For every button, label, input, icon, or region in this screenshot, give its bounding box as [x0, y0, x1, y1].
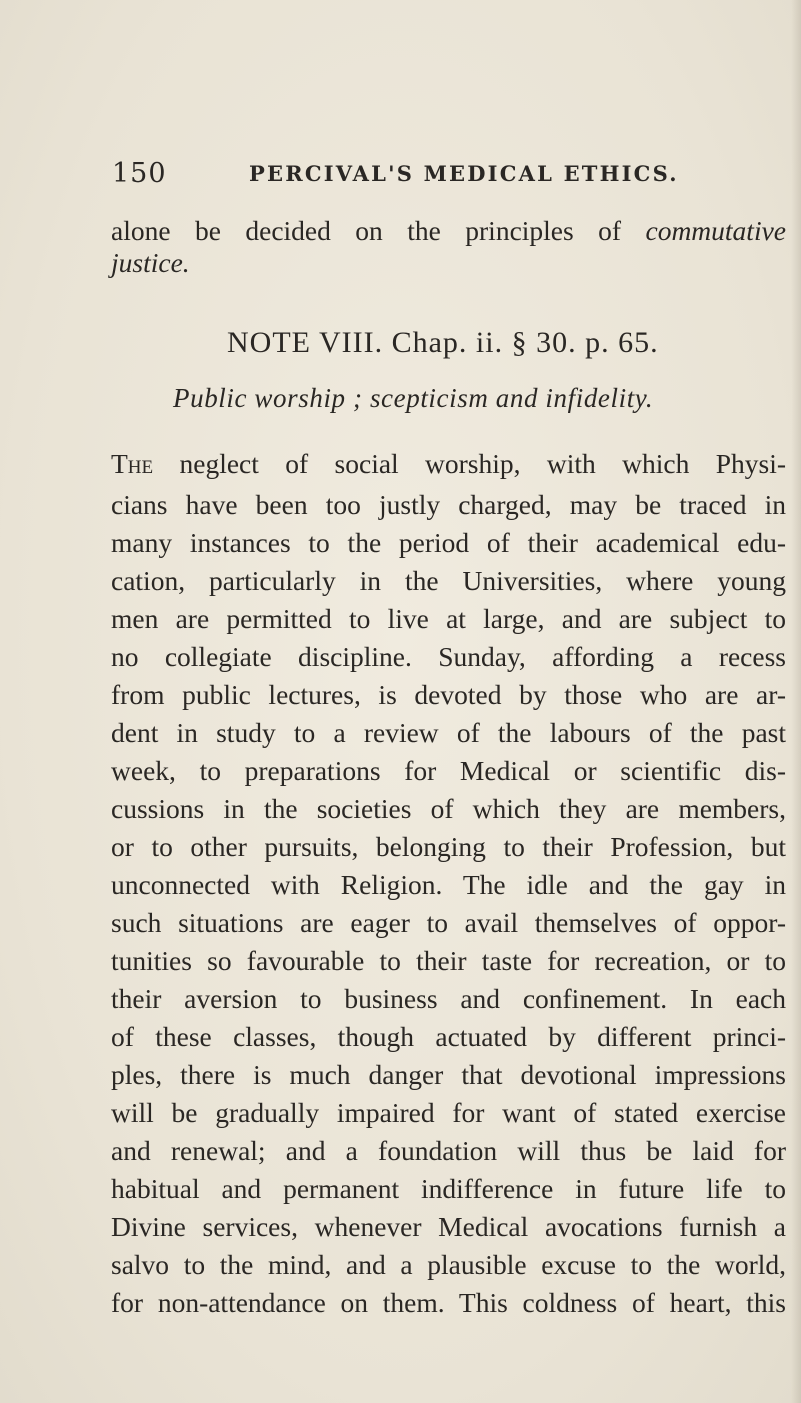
body-line: their aversion to business and confinement. In each: [111, 983, 786, 1014]
body-line: unconnected with Religion. The idle and the gay in: [111, 869, 786, 900]
body-line: and renewal; and a foundation will thus be laid for: [111, 1135, 786, 1166]
body-line: habitual and permanent indifference in future life to: [111, 1173, 786, 1204]
body-line: salvo to the mind, and a plausible excuse to the world,: [111, 1249, 786, 1280]
body-line: no collegiate discipline. Sunday, affording a recess: [111, 641, 786, 672]
body-line: for non-attendance on them. This coldness of heart, this: [111, 1287, 786, 1318]
note-heading: NOTE VIII. Chap. ii. § 30. p. 65.: [227, 326, 659, 359]
body-line: of these classes, though actuated by different princi-: [111, 1021, 786, 1052]
body-line: many instances to the period of their academical edu-: [111, 527, 786, 558]
body-line: or to other pursuits, belonging to their Profession, but: [111, 831, 786, 862]
body-line: week, to preparations for Medical or scientific dis-: [111, 755, 786, 786]
body-line: cians have been too justly charged, may be traced in: [111, 489, 786, 520]
body-line: will be gradually impaired for want of stated exercise: [111, 1097, 786, 1128]
body-line: cussions in the societies of which they are members,: [111, 793, 786, 824]
body-line: ples, there is much danger that devotional impressions: [111, 1059, 786, 1090]
body-line: dent in study to a review of the labours of the past: [111, 717, 786, 748]
drop-word: The: [111, 448, 154, 479]
body-line: tunities so favourable to their taste for recreation, or to: [111, 945, 786, 976]
body-line: Divine services, whenever Medical avocations furnish a: [111, 1211, 786, 1242]
body-line: cation, particularly in the Universities, where young: [111, 565, 786, 596]
running-title: PERCIVAL'S MEDICAL ETHICS.: [249, 161, 679, 186]
carry-over-line-1: alone be decided on the principles of commutative: [111, 215, 786, 246]
body-line-1: [111, 448, 786, 480]
body-line: men are permitted to live at large, and are subject to: [111, 603, 786, 634]
body-line: from public lectures, is devoted by those who are ar-: [111, 679, 786, 710]
body-line-1-rest: neglect of social worship, with which Physi-: [153, 448, 786, 479]
note-subtitle: Public worship ; scepticism and infidelity.: [173, 383, 654, 413]
carry-over-line-2: justice.: [111, 247, 190, 278]
page-edge-shadow: [791, 0, 801, 1403]
running-header: [112, 158, 752, 198]
body-line: such situations are eager to avail themselves of oppor-: [111, 907, 786, 938]
page-number: 150: [112, 158, 167, 189]
